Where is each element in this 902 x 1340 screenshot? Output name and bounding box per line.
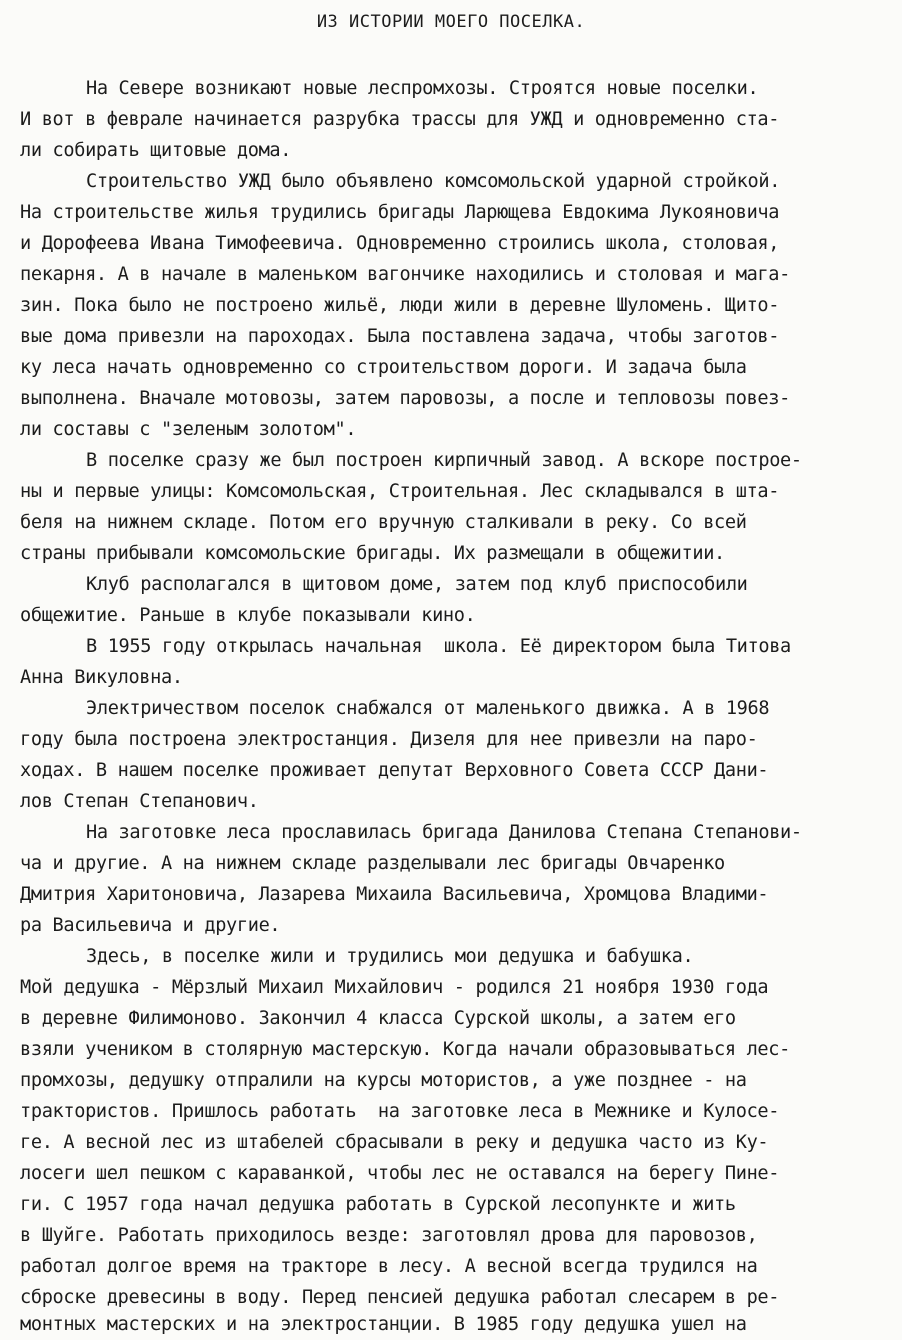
text-line: Здесь, в поселке жили и трудились мои дедушка и бабушка. <box>86 946 694 967</box>
text-line: Электричеством поселок снабжался от маленького движка. А в 1968 <box>86 698 770 719</box>
text-line: монтных мастерских и на электростанции. В 1985 году дедушка ушел на <box>20 1314 747 1335</box>
text-line: сброске древесины в воду. Перед пенсией дедушка работал слесарем в ре- <box>20 1287 780 1308</box>
text-line: ходах. В нашем поселке проживает депутат Верховного Совета СССР Дани- <box>20 760 769 781</box>
text-line: в Шуйге. Работать приходилось везде: заготовлял дрова для паровозов, <box>20 1225 758 1246</box>
text-line: страны прибывали комсомольские бригады. Их размещали в общежитии. <box>20 543 725 564</box>
text-line: работал долгое время на тракторе в лесу. А весной всегда трудился на <box>20 1256 758 1277</box>
text-line: выполнена. Вначале мотовозы, затем паровозы, а после и тепловозы повез- <box>20 388 790 409</box>
text-line: И вот в феврале начинается разрубка трассы для УЖД и одновременно ста- <box>20 109 780 130</box>
text-line: ли составы с "зеленым золотом". <box>20 419 357 440</box>
text-line: На Севере возникают новые леспромхозы. Строятся новые поселки. <box>86 78 759 99</box>
text-line: промхозы, дедушку отпралили на курсы мотористов, а уже позднее - на <box>20 1070 747 1091</box>
text-line: ге. А весной лес из штабелей сбрасывали в реку и дедушка часто из Ку- <box>20 1132 769 1153</box>
text-line: Дмитрия Харитоновича, Лазарева Михаила Васильевича, Хромцова Владими- <box>20 884 769 905</box>
text-line: В 1955 году открылась начальная школа. Её директором была Титова <box>86 636 791 657</box>
text-line: трактористов. Пришлось работать на заготовке леса в Межнике и Кулосе- <box>20 1101 780 1122</box>
text-line: Мой дедушка - Мёрзлый Михаил Михайлович - родился 21 ноября 1930 года <box>20 977 769 998</box>
text-line: ли собирать щитовые дома. <box>20 140 292 161</box>
text-line: пекарня. А в начале в маленьком вагончике находились и столовая и мага- <box>20 264 790 285</box>
text-line: году была построена электростанция. Дизеля для нее привезли на паро- <box>20 729 758 750</box>
text-line: и Дорофеева Ивана Тимофеевича. Одновременно строились школа, столовая, <box>20 233 780 254</box>
text-line: зин. Пока было не построено жильё, люди жили в деревне Шуломень. Щито- <box>20 295 780 316</box>
text-line: вые дома привезли на пароходах. Была поставлена задача, чтобы заготов- <box>20 326 780 347</box>
text-line: в деревне Филимоново. Закончил 4 класса Сурской школы, а затем его <box>20 1008 736 1029</box>
page-title: ИЗ ИСТОРИИ МОЕГО ПОСЕЛКА. <box>316 12 586 32</box>
text-line: Анна Викуловна. <box>20 667 183 688</box>
text-line: ча и другие. А на нижнем складе разделывали лес бригады Овчаренко <box>20 853 725 874</box>
text-line: На заготовке леса прославилась бригада Данилова Степана Степанови- <box>86 822 802 843</box>
text-line: В поселке сразу же был построен кирпичный завод. А вскоре построе- <box>86 450 802 471</box>
text-line: Строительство УЖД было объявлено комсомольской ударной стройкой. <box>86 171 781 192</box>
text-line: лосеги шел пешком с караванкой, чтобы лес не оставался на берегу Пине- <box>20 1163 780 1184</box>
text-line: беля на нижнем складе. Потом его вручную сталкивали в реку. Со всей <box>20 512 747 533</box>
text-line: лов Степан Степанович. <box>20 791 259 812</box>
text-line: ра Васильевича и другие. <box>20 915 281 936</box>
text-line: общежитие. Раньше в клубе показывали кино. <box>20 605 476 626</box>
text-line: ку леса начать одновременно со строительством дороги. И задача была <box>20 357 747 378</box>
text-line: На строительстве жилья трудились бригады Ларющева Евдокима Лукояновича <box>20 202 780 223</box>
text-line: ны и первые улицы: Комсомольская, Строительная. Лес складывался в шта- <box>20 481 780 502</box>
text-line: Клуб располагался в щитовом доме, затем под клуб приспособили <box>86 574 748 595</box>
text-line: взяли учеником в столярную мастерскую. Когда начали образовываться лес- <box>20 1039 790 1060</box>
text-line: ги. С 1957 года начал дедушка работать в Сурской лесопункте и жить <box>20 1194 736 1215</box>
